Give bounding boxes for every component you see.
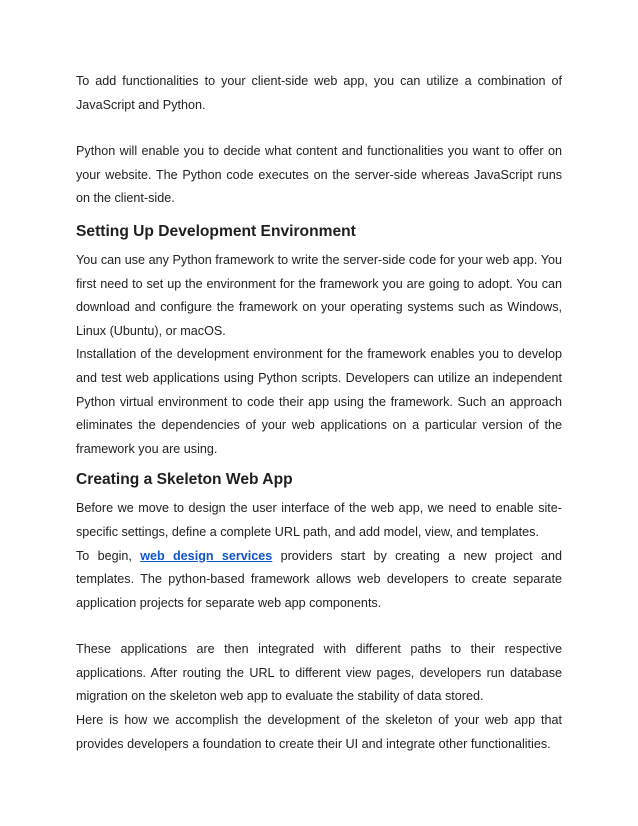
python-paragraph: Python will enable you to decide what content and functionalities you want to offer on your website. The Python code executes on the server-side whereas JavaScript runs on the client-side. <box>76 144 562 206</box>
begin-paragraph <box>76 545 562 616</box>
integration-paragraph: These applications are then integrated with different paths to their respective applications. After routing the URL to different view pages, developers run database migration on the skeleton web app to evaluate the stability of data stored. <box>76 642 562 704</box>
begin-text-after: providers start by creating a new project and templates. The python-based framework allows web developers to create separate application projects for separate web app components. <box>76 548 562 610</box>
setup-paragraph: You can use any Python framework to write the server-side code for your web app. You first need to set up the environment for the framework you are going to adopt. You can download and configure the framework on your operating systems such as Windows, Linux (Ubuntu), or macOS. <box>76 252 562 338</box>
document-page <box>76 70 562 756</box>
intro-paragraph: To add functionalities to your client-side web app, you can utilize a combination of JavaScript and Python. <box>76 74 562 112</box>
begin-text-before: To begin, <box>76 548 141 563</box>
foundation-paragraph: Here is how we accomplish the development of the skeleton of your web app that provides developers a foundation to create their UI and integrate other functionalities. <box>76 713 562 751</box>
paragraph-spacer <box>76 117 562 140</box>
installation-paragraph: Installation of the development environment for the framework enables you to develop and test web applications using Python scripts. Developers can utilize an independent Python virtual environment to code their app using the framework. Such an approach eliminates the dependencies of your web applications on a particular version of the framework you are using. <box>76 347 562 456</box>
paragraph-spacer <box>76 615 562 638</box>
section-heading-setup: Setting Up Development Environment <box>76 222 356 240</box>
web-design-services-link[interactable]: web design services <box>140 548 273 563</box>
skeleton-intro-paragraph: Before we move to design the user interface of the web app, we need to enable site-specific settings, define a complete URL path, and add model, view, and templates. <box>76 501 562 539</box>
section-heading-skeleton: Creating a Skeleton Web App <box>76 471 293 489</box>
